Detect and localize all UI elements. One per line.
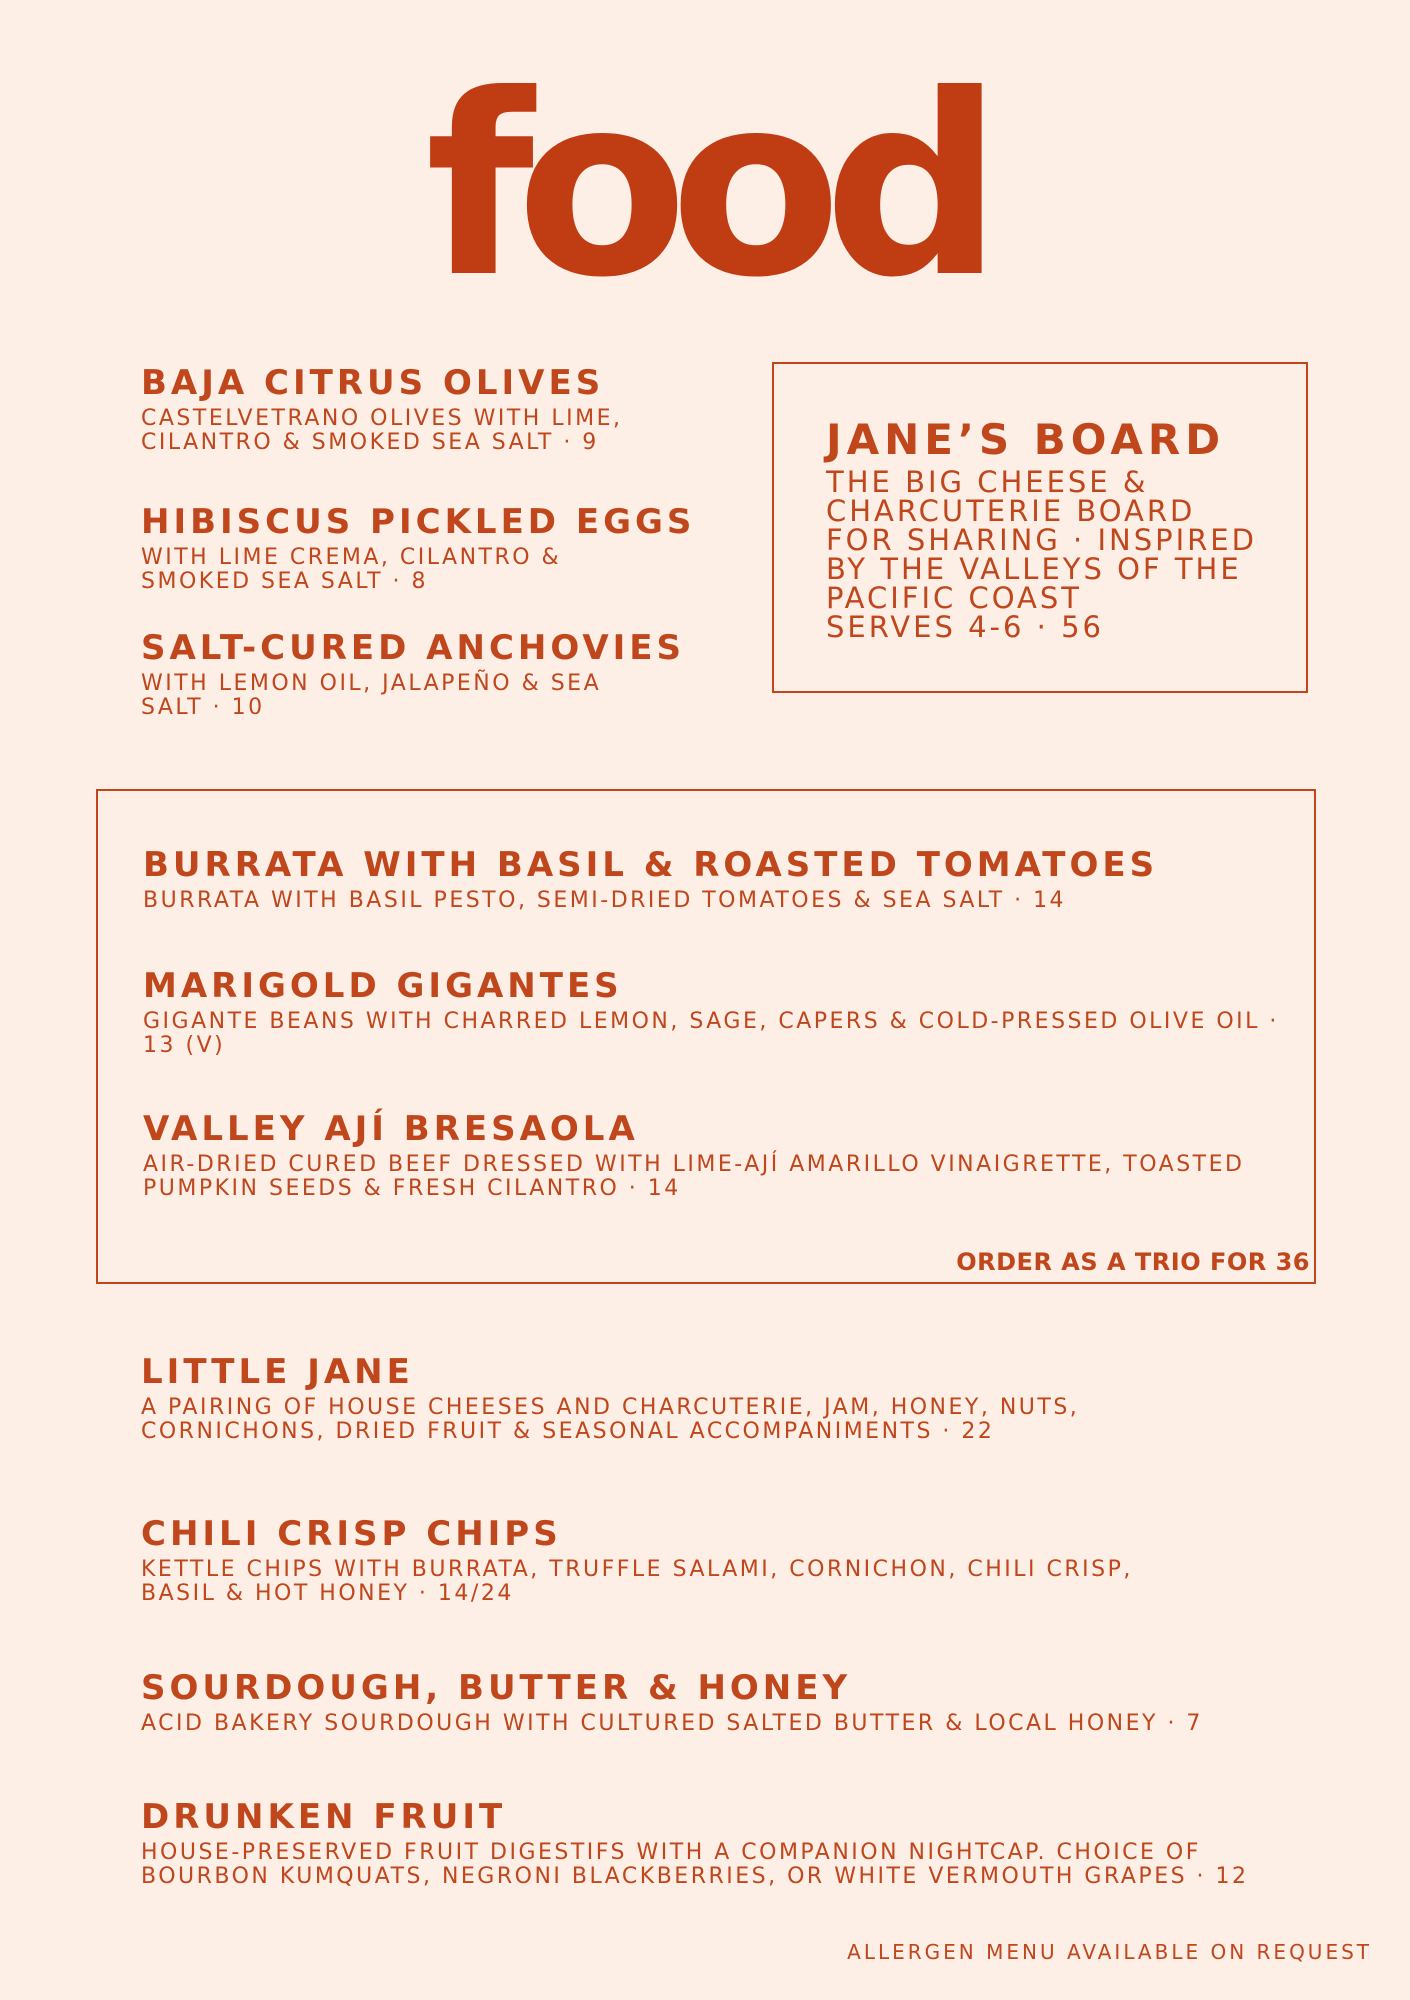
item-description: WITH LEMON OIL, JALAPEÑO & SEA SALT · 10	[141, 671, 602, 720]
item-name: VALLEY AJÍ BRESAOLA	[143, 1109, 639, 1149]
item-description: CASTELVETRANO OLIVES WITH LIME, CILANTRO & SMOKED SEA SALT · 9	[141, 406, 623, 455]
menu-item-sourdough-butter-honey	[141, 1668, 1301, 1736]
food-logo: food	[425, 41, 985, 332]
item-name: SOURDOUGH, BUTTER & HONEY	[141, 1668, 852, 1708]
item-description: ACID BAKERY SOURDOUGH WITH CULTURED SALTED BUTTER & LOCAL HONEY · 7	[141, 1711, 1203, 1736]
item-description: BURRATA WITH BASIL PESTO, SEMI-DRIED TOMATOES & SEA SALT · 14	[143, 888, 1067, 913]
item-description: GIGANTE BEANS WITH CHARRED LEMON, SAGE, CAPERS & COLD-PRESSED OLIVE OIL · 13 (V)	[143, 1009, 1279, 1058]
menu-item-hibiscus-pickled-eggs	[141, 502, 696, 594]
item-name: BURRATA WITH BASIL & ROASTED TOMATOES	[143, 845, 1159, 885]
janes-board-box	[772, 362, 1308, 693]
board-desc-text: THE BIG CHEESE & CHARCUTERIE BOARD FOR SHARING · INSPIRED BY THE VALLEYS OF THE PACIFIC COAST	[826, 465, 1257, 615]
item-description: A PAIRING OF HOUSE CHEESES AND CHARCUTERIE, JAM, HONEY, NUTS, CORNICHONS, DRIED FRUIT & SEASONAL ACCOMPANIMENTS · 22	[141, 1395, 1080, 1444]
item-name: BAJA CITRUS OLIVES	[141, 363, 605, 403]
item-description: KETTLE CHIPS WITH BURRATA, TRUFFLE SALAMI, CORNICHON, CHILI CRISP, BASIL & HOT HONEY · 14/24	[141, 1557, 1133, 1606]
item-description: HOUSE-PRESERVED FRUIT DIGESTIFS WITH A COMPANION NIGHTCAP. CHOICE OF BOURBON KUMQUATS, NEGRONI BLACKBERRIES, OR WHITE VERMOUTH GRAPES · 12	[141, 1840, 1249, 1889]
item-name: MARIGOLD GIGANTES	[143, 966, 623, 1006]
trio-offer-note: ORDER AS A TRIO FOR 36	[956, 1248, 1310, 1276]
menu-item-burrata	[143, 845, 1283, 913]
board-title: JANE’S BOARD	[826, 415, 1226, 464]
allergen-note: ALLERGEN MENU AVAILABLE ON REQUEST	[847, 1940, 1372, 1964]
item-name: DRUNKEN FRUIT	[141, 1797, 507, 1837]
board-description	[826, 465, 1266, 644]
trio-box	[96, 789, 1316, 1284]
item-name: HIBISCUS PICKLED EGGS	[141, 502, 696, 542]
item-name: LITTLE JANE	[141, 1352, 414, 1392]
item-name: CHILI CRISP CHIPS	[141, 1514, 562, 1554]
menu-item-valley-aji-bresaola	[143, 1109, 1283, 1201]
menu-item-little-jane	[141, 1352, 1161, 1444]
item-name: SALT-CURED ANCHOVIES	[141, 628, 686, 668]
item-description: AIR-DRIED CURED BEEF DRESSED WITH LIME-AJÍ AMARILLO VINAIGRETTE, TOASTED PUMPKIN SEEDS & FRESH CILANTRO · 14	[143, 1152, 1245, 1201]
menu-item-salt-cured-anchovies	[141, 628, 686, 720]
menu-item-marigold-gigantes	[143, 966, 1283, 1058]
item-description: WITH LIME CREMA, CILANTRO & SMOKED SEA SALT · 8	[141, 545, 562, 594]
board-serves: SERVES 4-6 · 56	[826, 610, 1105, 644]
menu-item-chili-crisp-chips	[141, 1514, 1211, 1606]
menu-item-baja-citrus-olives	[141, 363, 661, 455]
menu-item-drunken-fruit	[141, 1797, 1271, 1889]
